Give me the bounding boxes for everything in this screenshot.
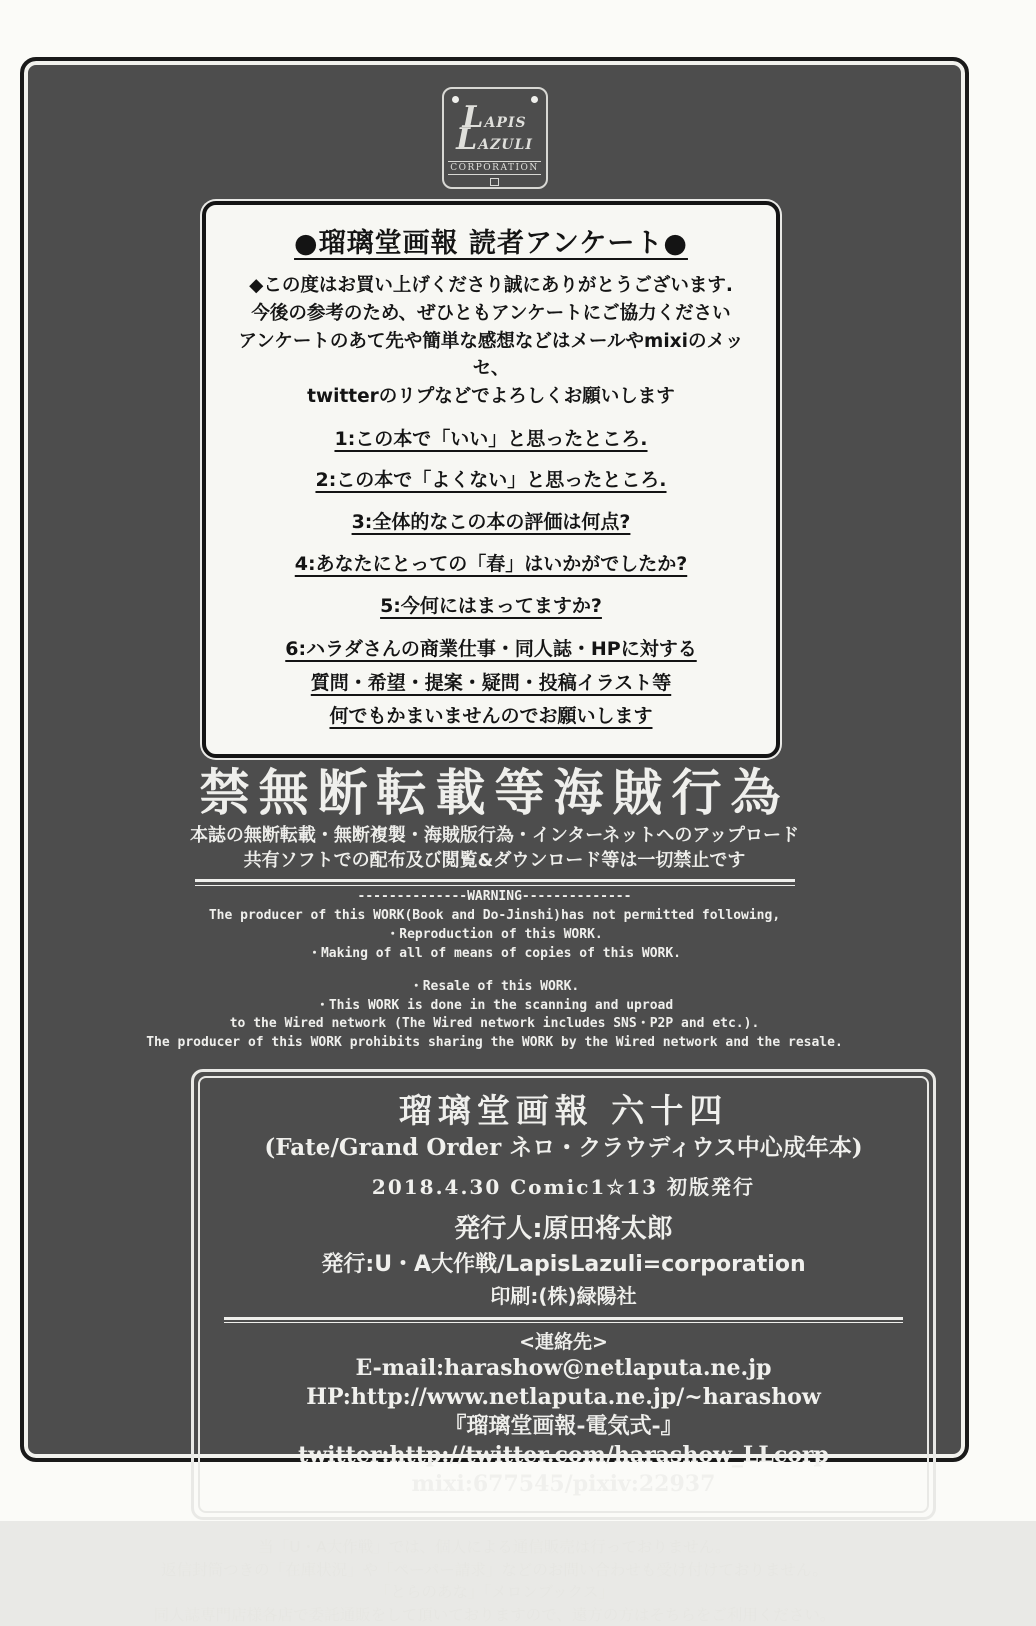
- double-rule: [195, 879, 795, 886]
- survey-question-5: 5:今何にはまってますか?: [380, 594, 602, 617]
- contact-twitter: twitter:http://twitter.com/harashow_LLcorp: [298, 1442, 829, 1469]
- survey-question-2: 2:この本で「よくない」と思ったところ.: [315, 469, 667, 492]
- publication-date: 2018.4.30 Comic1☆13 初版発行: [371, 1175, 756, 1200]
- printer: 印刷:(株)緑陽社: [490, 1284, 637, 1309]
- survey-question-6-line2: 質問・希望・提案・疑問・投稿イラスト等: [310, 671, 672, 694]
- piracy-warning-section: [24, 764, 965, 1054]
- screw-icon: [452, 96, 459, 103]
- colophon-box: [191, 1069, 936, 1520]
- notice-line: 「とらのあな」「メロンブックス」: [374, 1583, 614, 1602]
- contact-heading: <連絡先>: [519, 1331, 608, 1354]
- survey-intro-line: twitterのリプなどでよろしくお願いします: [307, 386, 675, 407]
- logo-small-mark: [490, 178, 499, 186]
- colophon-box-inner: [198, 1076, 929, 1513]
- lapis-lazuli-logo: [442, 87, 548, 189]
- piracy-heading: 禁無断転載等海賊行為: [199, 762, 790, 822]
- logo-initial: L: [456, 122, 479, 157]
- survey-question-4: 4:あなたにとっての「春」はいかがでしたか?: [294, 552, 688, 575]
- contact-email: E-mail:harashow@netlaputa.ne.jp: [355, 1355, 772, 1382]
- piracy-jp-text: [24, 823, 965, 873]
- survey-title: ●瑠璃堂画報 読者アンケート●: [294, 228, 688, 259]
- contact-mixi-pixiv: mixi:677545/pixiv:22937: [411, 1471, 716, 1498]
- logo-corporation-label: CORPORATION: [450, 163, 539, 173]
- survey-intro-line: 今後の参考のため、ぜひともアンケートにご協力ください: [251, 302, 731, 324]
- notice-line: 返信封筒つきの「在庫状況」や「ペーパー請求」などのお問い合わせも受け付けておりません。: [161, 1560, 828, 1579]
- notice-line: 同人誌専門店様各店で委託通販をして頂いておりますので、遠方の方はそちらをご利用ください。: [153, 1605, 836, 1624]
- book-title: 瑠璃堂画報 六十四: [398, 1091, 729, 1131]
- piracy-en-line: ・Reproduction of this WORK.: [386, 927, 603, 943]
- piracy-en-line: The producer of this WORK(Book and Do-Jinshi)has not permitted following,: [208, 908, 781, 924]
- notice-line: 当「U・A大作戦」では、個人による通信販売は行っておりません。: [258, 1538, 731, 1557]
- survey-intro: [226, 272, 756, 411]
- survey-intro-line: ◆この度はお買い上げくださり誠にありがとうございます.: [249, 275, 733, 296]
- piracy-en-line: to the Wired network (The Wired network includes SNS・P2P and etc.).: [229, 1016, 760, 1032]
- survey-question-6: 6:ハラダさんの商業仕事・同人誌・HPに対する: [285, 638, 697, 661]
- survey-question-1: 1:この本で「いい」と思ったところ.: [334, 427, 648, 450]
- logo-initial: L: [462, 100, 485, 135]
- piracy-jp-line: 本誌の無断転載・無断複製・海賊版行為・インターネットへのアップロード: [189, 825, 800, 846]
- contact-site-name: 『瑠璃堂画報-電気式-』: [444, 1413, 683, 1440]
- logo-word-rest: AZULI: [478, 137, 533, 153]
- survey-intro-line: アンケートのあて先や簡単な感想などはメールやmixiのメッセ、: [238, 330, 744, 380]
- contact-info: [210, 1354, 917, 1499]
- survey-question-3: 3:全体的なこの本の評価は何点?: [351, 511, 631, 534]
- contact-homepage: HP:http://www.netlaputa.ne.jp/~harashow: [306, 1384, 821, 1411]
- screw-icon: [531, 96, 538, 103]
- book-subtitle: (Fate/Grand Order ネロ・クラウディウス中心成年本): [264, 1134, 863, 1162]
- warning-divider: --------------WARNING--------------: [357, 889, 632, 905]
- reader-survey-box: [202, 201, 780, 758]
- dark-panel: [20, 57, 969, 1624]
- piracy-en-line: ・Making of all of means of copies of this WORK.: [307, 945, 682, 961]
- piracy-en-line: The producer of this WORK prohibits sharing the WORK by the Wired network and the resale.: [146, 1035, 843, 1051]
- logo-word-rest: APIS: [484, 115, 527, 131]
- mail-order-notice: [24, 1536, 965, 1626]
- publisher-circle: 発行:U・A大作戦/LapisLazuli=corporation: [321, 1252, 806, 1278]
- survey-question-6-line3: 何でもかまいませんのでお願いします: [329, 705, 653, 728]
- publisher-person: 発行人:原田将太郎: [454, 1214, 673, 1245]
- piracy-english-text: [24, 888, 965, 1053]
- piracy-jp-line: 共有ソフトでの配布及び閲覧&ダウンロード等は一切禁止です: [243, 850, 746, 872]
- piracy-en-line: ・Resale of this WORK.: [409, 978, 580, 994]
- piracy-en-line: ・This WORK is done in the scanning and uproad: [315, 997, 674, 1013]
- double-rule: [224, 1317, 903, 1323]
